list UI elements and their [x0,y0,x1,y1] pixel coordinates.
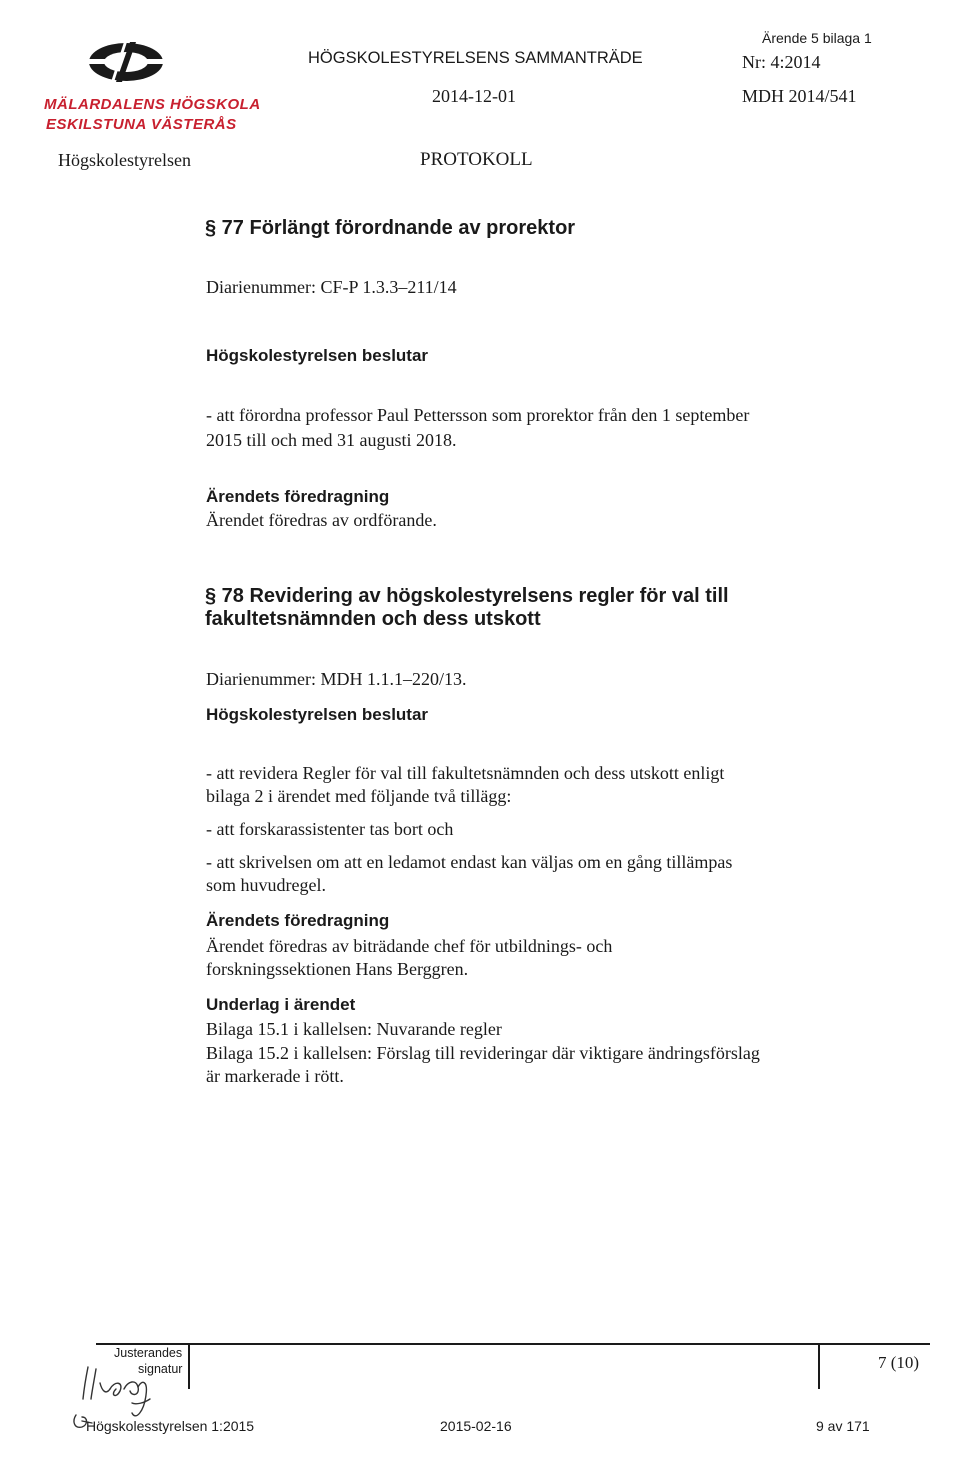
section-77-decision-line-1: - att förordna professor Paul Pettersson som prorektor från den 1 september [206,405,750,425]
section-78-decision-heading: Högskolestyrelsen beslutar [206,705,429,724]
section-78-title-line-2: fakultetsnämnden och dess utskott [205,608,541,630]
section-77-diarienummer: Diarienummer: CF-P 1.3.3–211/14 [206,277,457,297]
arende-label: Ärende 5 bilaga 1 [762,30,872,46]
footer-page-total: 9 av 171 [816,1418,870,1434]
signature-label-line-1: Justerandes [114,1346,183,1360]
section-78-decision-line-1: - att revidera Regler för val till fakultetsnämnden och dess utskott enligt [206,763,725,783]
footer-document: Högskolesstyrelsen 1:2015 [86,1418,255,1434]
mdh-logo-icon [86,38,166,86]
section-78-diarienummer: Diarienummer: MDH 1.1.1–220/13. [206,669,467,689]
meeting-date: 2014-12-01 [432,86,516,106]
section-77-presentation-text: Ärendet föredras av ordförande. [206,510,437,530]
section-77-presentation-heading: Ärendets föredragning [206,487,390,506]
page-box-divider [818,1343,820,1389]
section-78-decision-item-2-line-2: som huvudregel. [206,875,326,895]
section-78-presentation-heading: Ärendets föredragning [206,911,390,930]
header-org: Högskolestyrelsen [58,150,191,170]
mdh-reference: MDH 2014/541 [742,86,857,106]
section-77-decision-line-2: 2015 till och med 31 augusti 2018. [206,430,457,450]
footer-date: 2015-02-16 [440,1418,512,1434]
logo-text-line1: MÄLARDALENS HÖGSKOLA [44,96,261,113]
signature-box-divider [188,1343,190,1389]
footer-top-rule [96,1343,930,1345]
section-78-underlag-line-2: Bilaga 15.2 i kallelsen: Förslag till revideringar där viktigare ändringsförslag [206,1043,760,1063]
section-78-presentation-line-2: forskningssektionen Hans Berggren. [206,959,469,979]
section-77-decision-heading: Högskolestyrelsen beslutar [206,346,429,365]
section-78-presentation-line-1: Ärendet föredras av biträdande chef för utbildnings- och [206,936,613,956]
section-78-underlag-line-1: Bilaga 15.1 i kallelsen: Nuvarande regler [206,1019,502,1039]
logo-text-line2: ESKILSTUNA VÄSTERÅS [46,116,237,133]
section-78-decision-line-2: bilaga 2 i ärendet med följande två tillägg: [206,786,512,806]
nr-label: Nr: 4:2014 [742,52,821,72]
section-78-underlag-heading: Underlag i ärendet [206,995,356,1014]
section-78-underlag-line-3: är markerade i rött. [206,1066,344,1086]
meeting-title: HÖGSKOLESTYRELSENS SAMMANTRÄDE [308,49,643,67]
page-number: 7 (10) [878,1353,920,1372]
section-78-decision-item-2-line-1: - att skrivelsen om att en ledamot endast kan väljas om en gång tillämpas [206,852,733,872]
section-77-title: § 77 Förlängt förordnande av prorektor [205,217,576,239]
section-78-title-line-1: § 78 Revidering av högskolestyrelsens regler för val till [205,585,729,607]
section-78-decision-item-1: - att forskarassistenter tas bort och [206,819,454,839]
signature-label-line-2: signatur [138,1362,183,1376]
document-type: PROTOKOLL [420,149,533,170]
